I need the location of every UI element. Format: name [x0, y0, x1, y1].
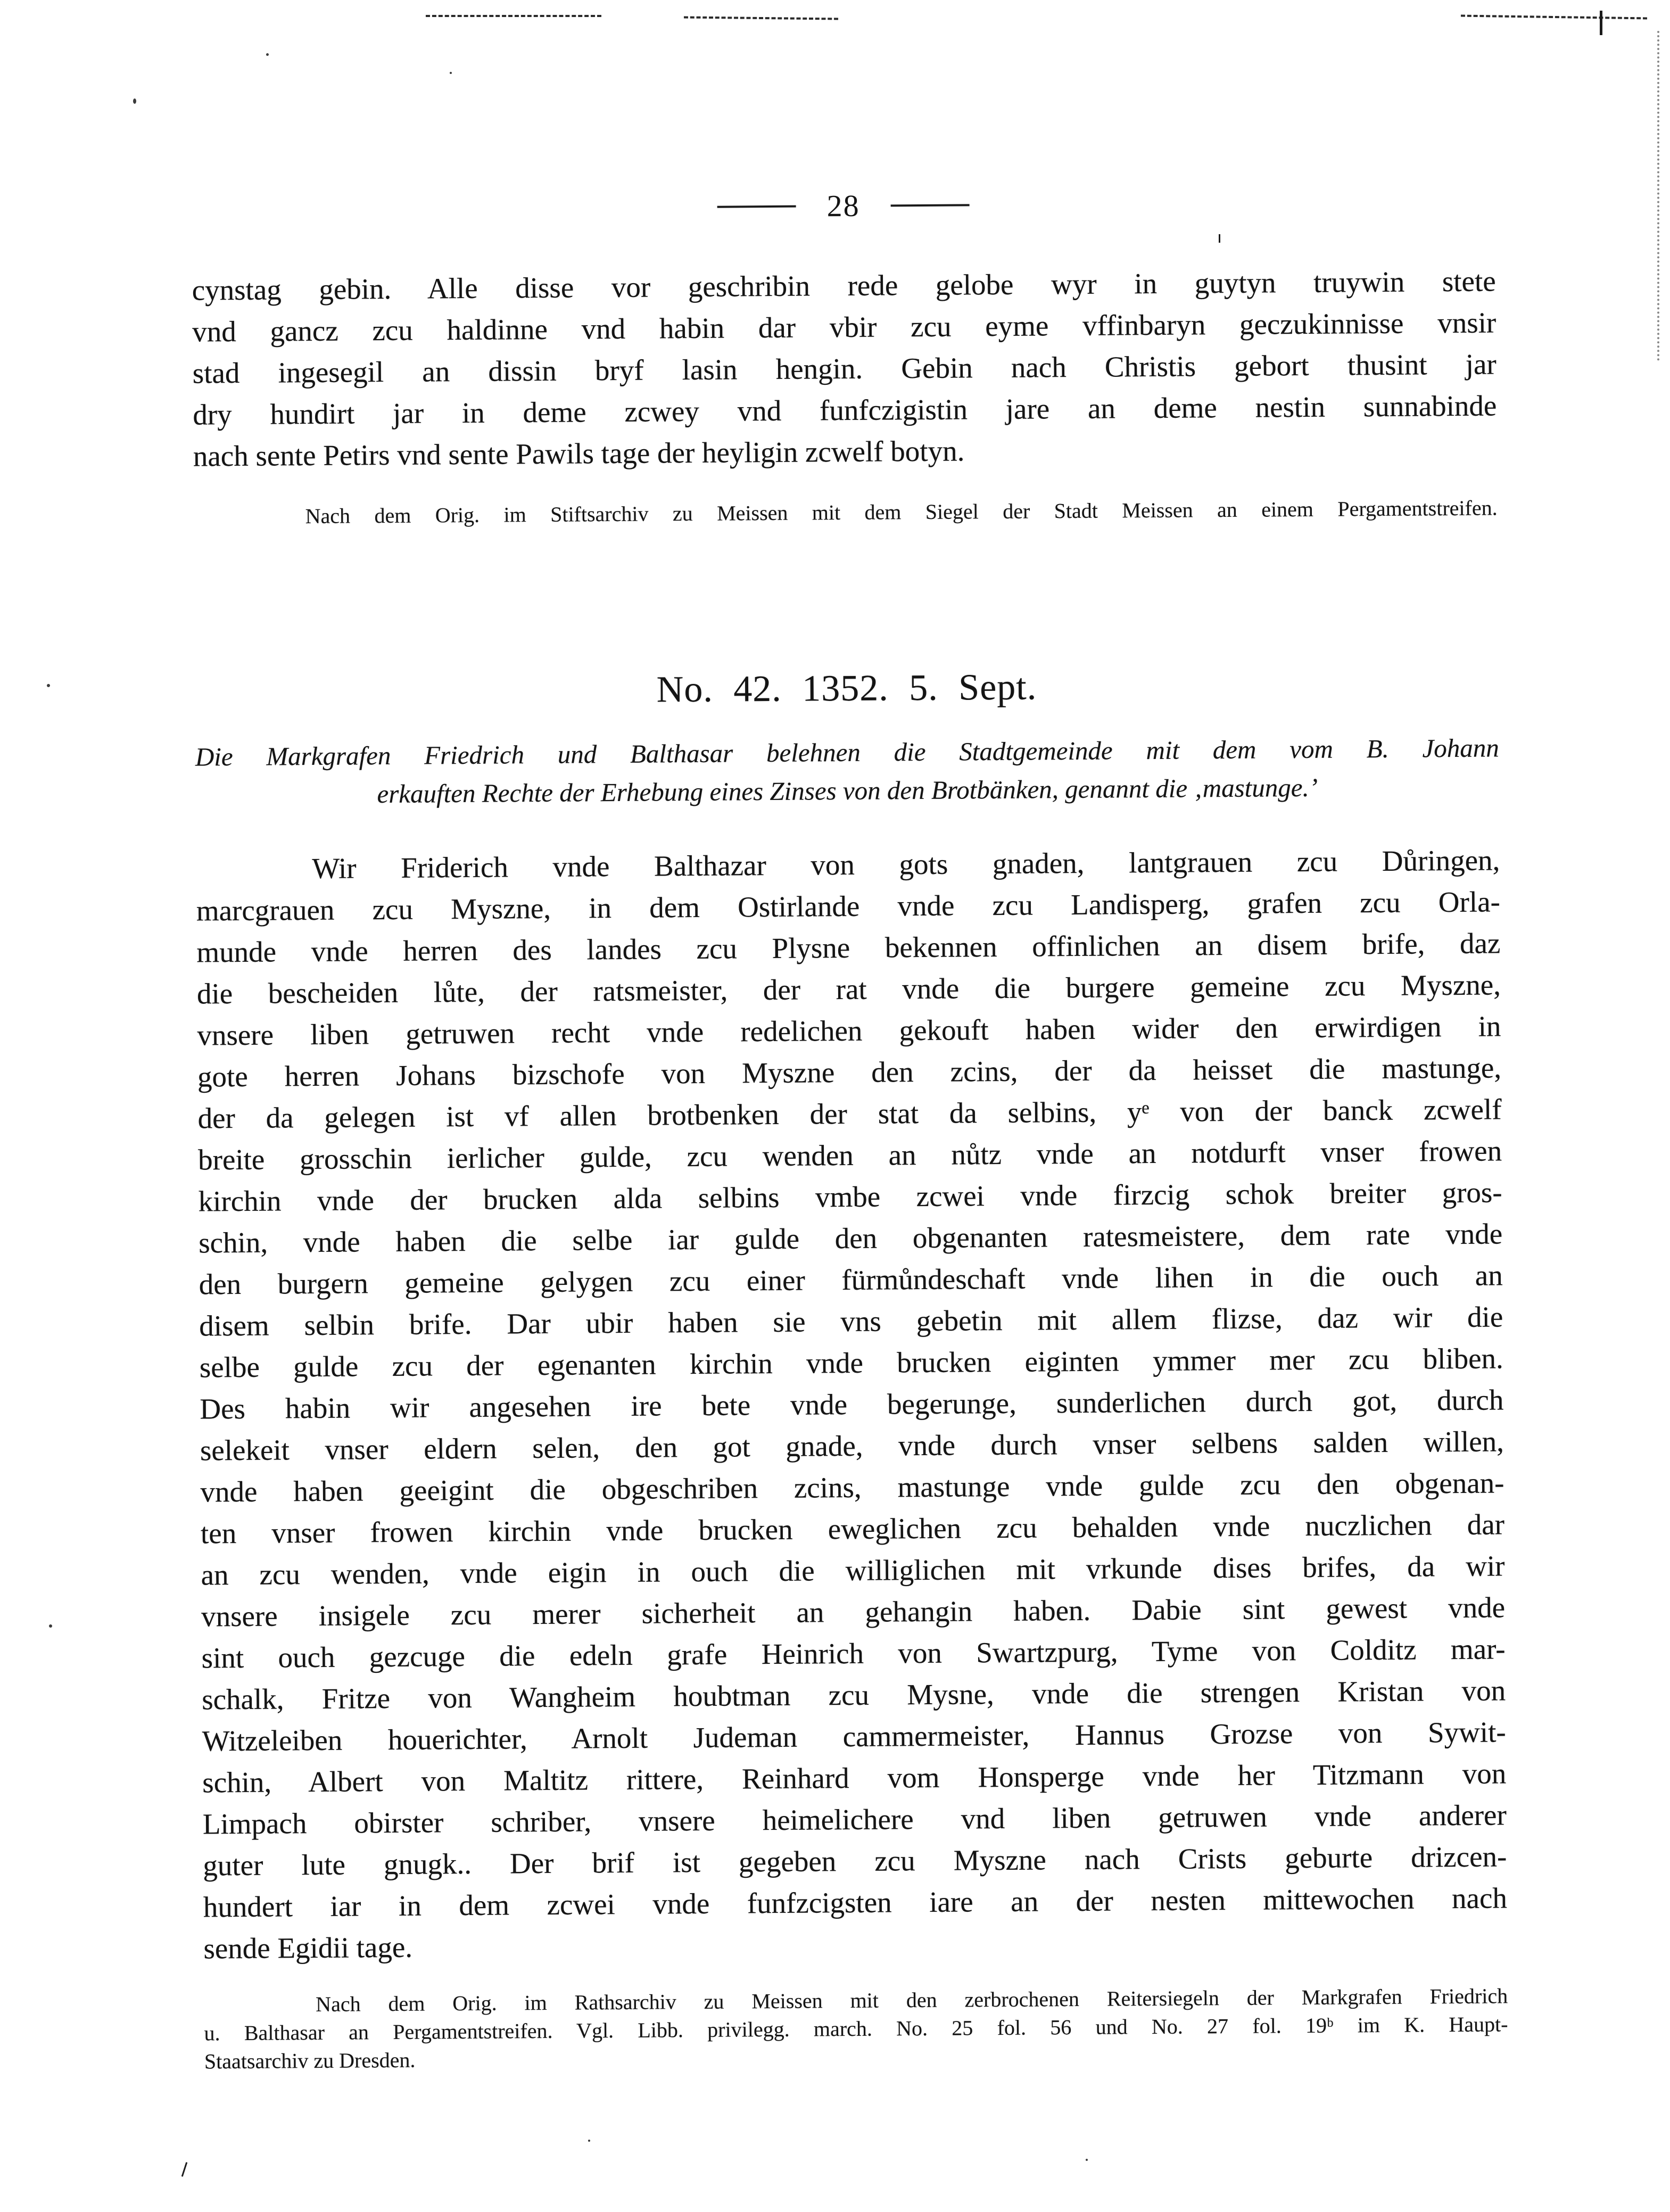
scan-artifact-edge-dots: [1657, 31, 1659, 361]
text-line: schin, vnde haben die selbe iar gulde den obgenanten ratesmeistere, dem rate vnde: [199, 1217, 1503, 1259]
page-number-rule-left: [717, 205, 796, 208]
text-line: selekeit vnser eldern selen, den got gnade, vnde durch vnser selbens salden willen,: [200, 1425, 1504, 1467]
text-line: selbe gulde zcu der egenanten kirchin vnde brucken eiginten ymmer mer zcu bliben.: [199, 1342, 1504, 1384]
text-line: der da gelegen ist vf allen brotbenken der stat da selbins, yᵉ von der banck zcwelf: [197, 1093, 1502, 1135]
document-42-summary: [195, 729, 1500, 814]
page-number-rule-right: [891, 204, 970, 207]
page-content: [190, 0, 1509, 2212]
text-line: guter lute gnugk.. Der brif ist gegeben zcu Myszne nach Crists geburte drizcen-: [203, 1840, 1507, 1882]
text-line: Nach dem Orig. im Rathsarchiv zu Meissen mit den zerbrochenen Reitersiegeln der Markgrafen Friedrich: [316, 1984, 1508, 2017]
text-line: Wir Friderich vnde Balthazar von gots gnaden, lantgrauen zcu Důringen,: [312, 844, 1500, 885]
text-line: vnd gancz zcu haldinne vnd habin dar vbir zcu eyme vffinbaryn geczukinnisse vnsir: [192, 306, 1497, 348]
text-line: ten vnser frowen kirchin vnde brucken eweglichen zcu behalden vnde nuczlichen dar: [200, 1508, 1505, 1550]
source-note-41: [194, 493, 1498, 531]
text-line: an zcu wenden, vnde eigin in ouch die williglichen mit vrkunde dises brifes, da wir: [201, 1549, 1505, 1591]
page-number-row: [191, 183, 1495, 229]
text-line: dry hundirt jar in deme zcwey vnd funfczigistin jare an deme nestin sunnabinde: [193, 389, 1497, 431]
text-line: vnde haben geeigint die obgeschriben zcins, mastunge vnde gulde zcu den obgenan-: [200, 1466, 1504, 1508]
scan-artifact-tick: [1600, 11, 1602, 35]
text-line: cynstag gebin. Alle disse vor geschribin rede gelobe wyr in guytyn truywin stete: [192, 265, 1496, 307]
text-line: vnsere liben getruwen recht vnde redelichen gekouft haben wider den erwirdigen in: [197, 1010, 1501, 1052]
source-note-42: [204, 1982, 1508, 2075]
text-line: marcgrauen zcu Myszne, in dem Ostirlande vnde zcu Landisperg, grafen zcu Orla-: [196, 885, 1501, 927]
text-line: kirchin vnde der brucken alda selbins vmbe zcwei vnde firzcig schok breiter gros-: [198, 1176, 1502, 1218]
scan-artifact-speck: [133, 98, 136, 104]
scan-artifact-speck: [49, 1624, 52, 1628]
document-41-continuation: [192, 260, 1497, 477]
text-line: Nach dem Orig. im Stiftsarchiv zu Meissen mit dem Siegel der Stadt Meissen an einem Pergamentstreifen.: [305, 496, 1498, 529]
text-line: gote herren Johans bizschofe von Myszne den zcins, der da heisset die mastunge,: [197, 1051, 1502, 1093]
text-line: Limpach obirster schriber, vnsere heimelichere vnd liben getruwen vnde anderer: [202, 1798, 1507, 1840]
document-42-body: [196, 839, 1508, 1969]
text-line: stad ingesegil an dissin bryf lasin hengin. Gebin nach Christis gebort thusint jar: [192, 348, 1497, 390]
text-line: Witzeleiben houerichter, Arnolt Judeman cammermeister, Hannus Grozse von Sywit-: [202, 1715, 1506, 1757]
text-line: munde vnde herren des landes zcu Plysne bekennen offinlichen an disem brife, daz: [196, 927, 1501, 969]
text-line: sint ouch gezcuge die edeln grafe Heinrich von Swartzpurg, Tyme von Colditz mar-: [201, 1632, 1506, 1674]
page-number: 28: [826, 188, 860, 224]
document-42-heading: No. 42. 1352. 5. Sept.: [656, 666, 1037, 711]
scan-artifact-speck: [47, 684, 50, 687]
text-line: disem selbin brife. Dar ubir haben sie vns gebetin mit allem flizse, daz wir die: [199, 1300, 1503, 1342]
text-line: erkauften Rechte der Erhebung eines Zinses von den Brotbänken, genannt die ‚mastunge.’: [377, 772, 1318, 809]
text-line: schalk, Fritze von Wangheim houbtman zcu Mysne, vnde die strengen Kristan von: [201, 1674, 1506, 1716]
text-line: Die Markgrafen Friedrich und Balthasar belehnen die Stadtgemeinde mit dem vom B. Johann: [195, 733, 1499, 772]
text-line: Staatsarchiv zu Dresden.: [204, 2048, 416, 2074]
text-line: nach sente Petirs vnd sente Pawils tage der heyligin zcwelf botyn.: [193, 434, 965, 473]
text-line: sende Egidii tage.: [203, 1930, 413, 1965]
text-line: vnsere insigele zcu merer sicherheit an gehangin haben. Dabie sint gewest vnde: [201, 1591, 1506, 1633]
text-line: den burgern gemeine gelygen zcu einer fürmůndeschaft vnde lihen in die ouch an: [199, 1259, 1503, 1301]
text-line: breite grosschin ierlicher gulde, zcu wenden an nůtz vnde an notdurft vnser frowen: [197, 1134, 1502, 1176]
text-line: u. Balthasar an Pergamentstreifen. Vgl. Libb. privilegg. march. No. 25 fol. 56 und No. 27 fol. 19ᵇ im K. Haupt-: [204, 2012, 1508, 2045]
text-line: schin, Albert von Maltitz rittere, Reinhard vom Honsperge vnde her Titzmann von: [202, 1757, 1507, 1799]
text-line: Des habin wir angesehen ire bete vnde begerunge, sunderlichen durch got, durch: [200, 1383, 1504, 1425]
text-line: die bescheiden lůte, der ratsmeister, der rat vnde die burgere gemeine zcu Myszne,: [196, 968, 1501, 1010]
text-line: hundert iar in dem zcwei vnde funfzcigsten iare an der nesten mittewochen nach: [203, 1881, 1508, 1924]
scan-artifact-slash: [181, 2162, 188, 2177]
